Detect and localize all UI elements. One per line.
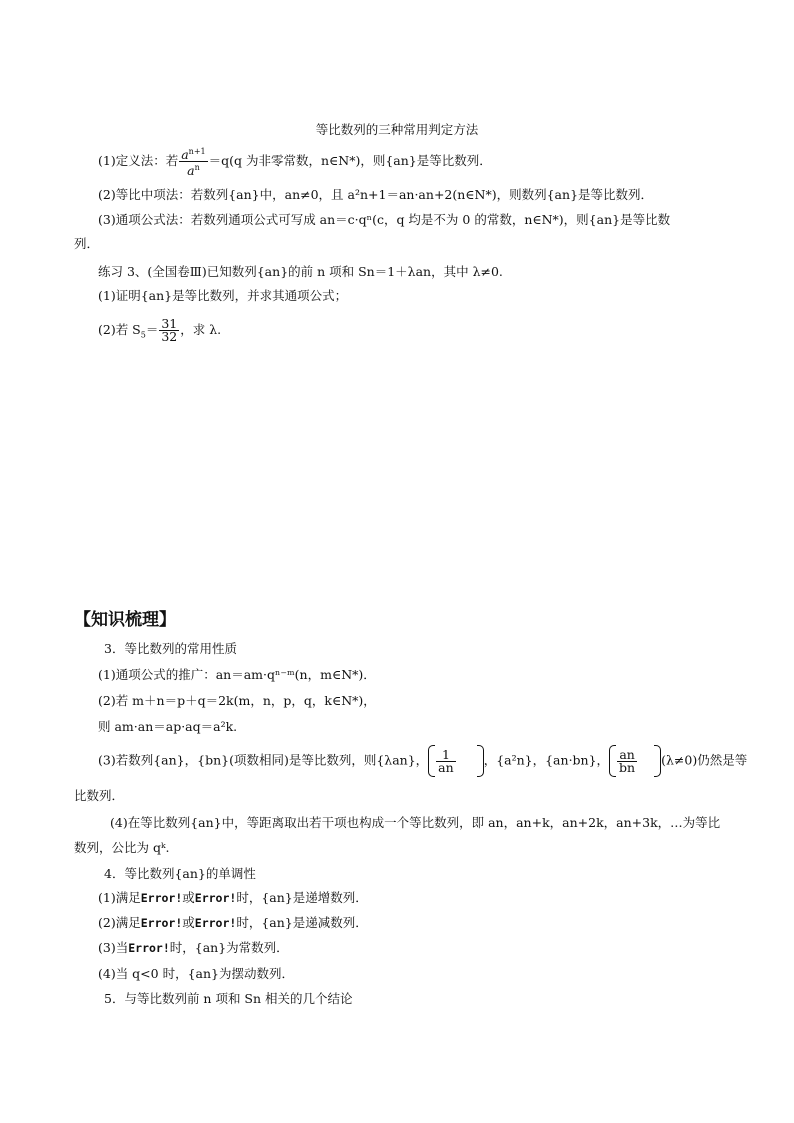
property-2: (2)若 m＋n＝p＋q＝2k(m，n，p，q，k∈N*)， — [98, 693, 376, 708]
m1-error-2: Error! — [194, 891, 237, 905]
method-definition — [98, 146, 492, 177]
monotonic-1 — [98, 890, 368, 906]
method-1-label: (1)定义法：若 — [98, 153, 179, 169]
method-1-tail: ＝q(q 为非零常数，n∈N*)，则{an}是等比数列． — [208, 153, 492, 169]
left-brace-2 — [609, 745, 616, 777]
m1-prefix: (1)满足 — [98, 890, 141, 905]
section-4-title: 4．等比数列{an}的单调性 — [104, 866, 256, 881]
monotonic-3 — [98, 940, 289, 956]
m3-suffix: 时，{an}为常数列． — [169, 940, 289, 955]
method-general-term-cont: 列． — [74, 236, 100, 251]
exercise-intro: 练习 3、(全国卷Ⅲ)已知数列{an}的前 n 项和 Sn＝1＋λan，其中 λ≠0. — [98, 264, 503, 279]
m3-prefix: (3)当 — [98, 940, 129, 955]
exercise-q1: (1)证明{an}是等比数列，并求其通项公式； — [98, 288, 348, 303]
method-general-term: (3)通项公式法：若数列通项公式可写成 an＝c·qⁿ(c，q 均是不为 0 的常数，n∈N*)，则{an}是等比数 — [98, 212, 671, 227]
exercise-q2 — [98, 318, 221, 344]
p3-prefix: (3)若数列{an}，{bn}(项数相同)是等比数列，则{λan}， — [98, 752, 429, 768]
property-3 — [98, 745, 747, 777]
q2-prefix: (2)若 S — [98, 322, 141, 337]
left-brace — [428, 745, 435, 777]
m1-or: 或 — [182, 890, 195, 905]
property-4: (4)在等比数列{an}中，等距离取出若干项也构成一个等比数列，即 an，an+k，an+2k，an+3k，…为等比 — [110, 815, 721, 830]
m2-or: 或 — [182, 915, 195, 930]
property-1: (1)通项公式的推广：an＝am·qⁿ⁻ᵐ(n，m∈N*)． — [98, 667, 376, 682]
section-5-title: 5．与等比数列前 n 项和 Sn 相关的几个结论 — [104, 991, 353, 1006]
property-2b: 则 am·an＝ap·aq＝a²k. — [98, 719, 238, 734]
monotonic-4: (4)当 q<0 时，{an}为摆动数列． — [98, 966, 294, 981]
right-brace — [477, 745, 484, 777]
frac-den-sup: n — [194, 163, 200, 173]
q2-fraction — [159, 318, 179, 343]
m2-suffix: 时，{an}是递减数列． — [236, 915, 368, 930]
frac-den: a — [187, 163, 195, 179]
m1-suffix: 时，{an}是递增数列． — [236, 890, 368, 905]
property-4b: 数列，公比为 qᵏ. — [74, 840, 170, 855]
q2-sub: 5 — [140, 330, 146, 340]
p3-frac1 — [436, 746, 456, 775]
q2-num: 31 — [161, 316, 178, 331]
p3-frac2-num: an — [617, 749, 637, 762]
frac-num-sup: n+1 — [188, 147, 206, 156]
section-3-title: 3．等比数列的常用性质 — [104, 641, 237, 656]
monotonic-2 — [98, 915, 368, 931]
m3-error: Error! — [128, 941, 170, 955]
property-3b: 比数列． — [74, 788, 125, 803]
m2-prefix: (2)满足 — [98, 915, 141, 930]
frac-num: a — [181, 147, 189, 163]
q2-den: 32 — [161, 329, 178, 344]
m2-error-1: Error! — [140, 916, 183, 930]
p3-mid: ，{a²n}，{an·bn}， — [483, 752, 610, 768]
p3-frac1-den: an — [438, 759, 454, 775]
m1-error-1: Error! — [140, 891, 183, 905]
p3-suffix: (λ≠0)仍然是等 — [661, 752, 748, 768]
knowledge-heading: 【知识梳理】 — [74, 610, 176, 630]
ratio-fraction — [179, 146, 207, 177]
m2-error-2: Error! — [194, 916, 237, 930]
q2-suffix: ，求 λ. — [180, 322, 222, 337]
q2-eq: ＝ — [145, 322, 159, 337]
method-geometric-mean: (2)等比中项法：若数列{an}中，an≠0，且 a²n+1＝an·an+2(n∈N*)，则数列{an}是等比数列． — [98, 187, 654, 202]
p3-frac1-num: 1 — [436, 749, 456, 762]
p3-frac2 — [617, 746, 637, 775]
p3-frac2-den: bn — [619, 759, 636, 775]
section-title: 等比数列的三种常用判定方法 — [315, 122, 479, 137]
